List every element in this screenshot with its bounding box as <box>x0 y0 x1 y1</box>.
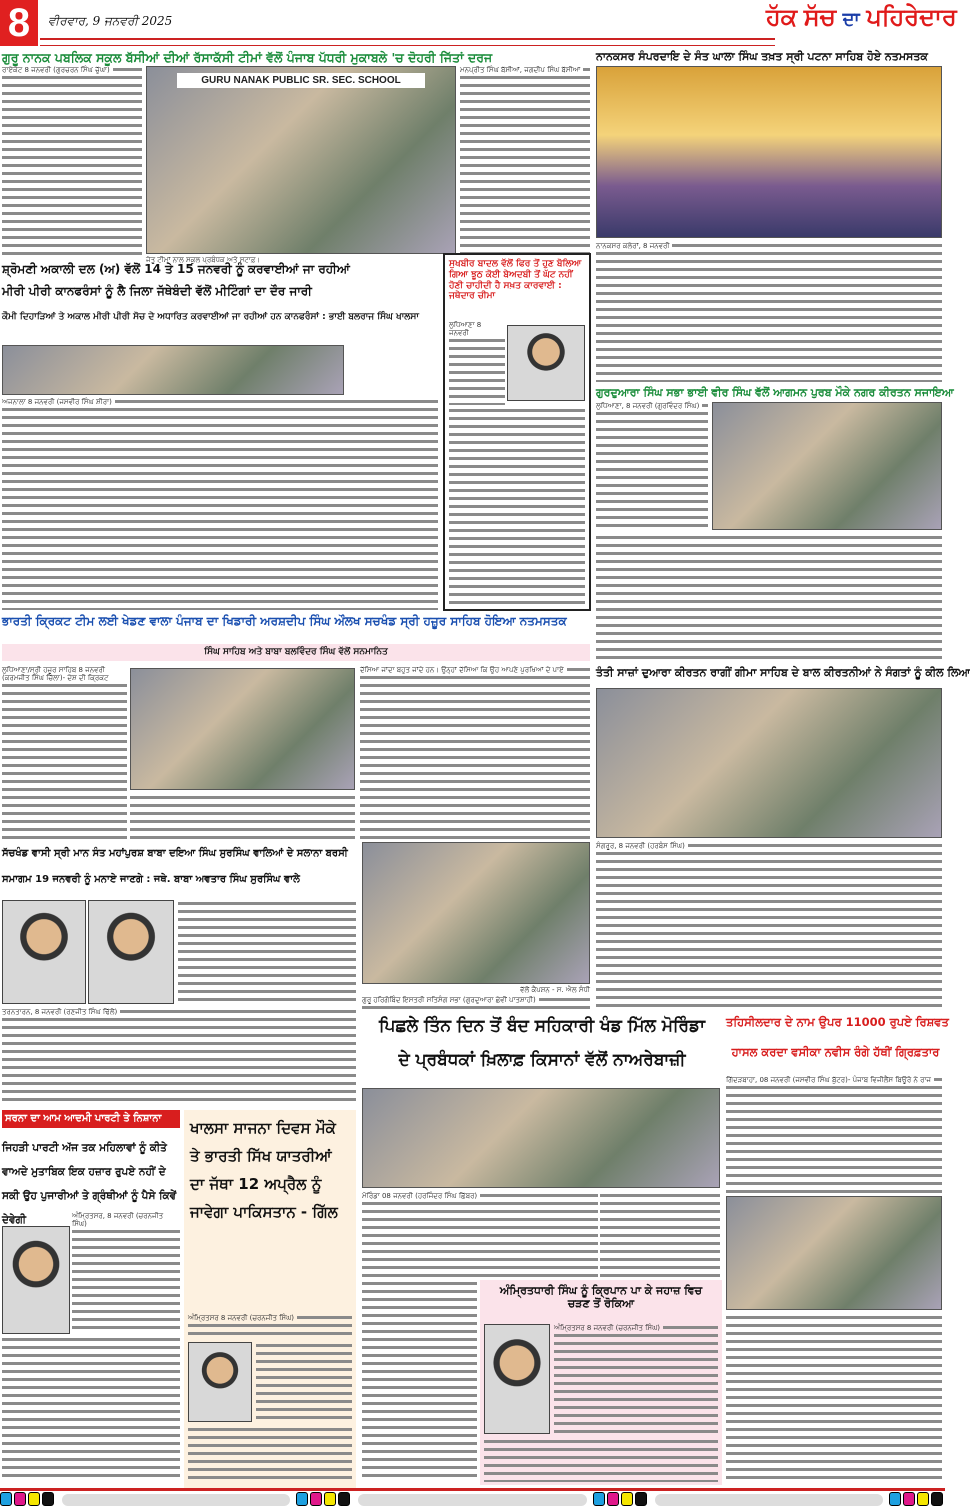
subhead-akali: ਕੌਮੀ ਦਿਹਾੜਿਆਂ ਤੇ ਅਕਾਲ ਮੀਰੀ ਪੀਰੀ ਸੋਚ ਦੇ ਅਧਾਰਿਤ ਕਰਵਾਈਆਂ ਜਾ ਰਹੀਆਂ ਹਨ ਕਾਨਫਰੰਸਾਂ : ਭਾਈ ਬਲਰਾਜ ਸਿੰਘ ਖਾਲਸਾ <box>2 312 419 322</box>
article-body <box>2 1008 356 1106</box>
article-lead: ਮਨਪ੍ਰੀਤ ਸਿੰਘ ਬੱਸੀਆਂ, ਜਗਦੀਪ ਸਿੰਘ ਬੱਸੀਆਂ <box>460 66 583 74</box>
jathedar-portrait <box>507 325 585 401</box>
headline-sukhbir: ਸੁਖਬੀਰ ਬਾਦਲ ਵੱਲੋਂ ਫਿਰ ਤੋਂ ਹੁਣ ਬੋਲਿਆ ਗਿਆ ਝੂਠ ਕੋਈ ਬੇਅਦਬੀ ਤੋਂ ਘੱਟ ਨਹੀਂ ਹੋਣੀ ਚਾਹੀਦੀ ਹੈ ਸਖ਼ਤ ਕਾਰਵਾਈ : ਜਥੇਦਾਰ ਚੀਮਾ <box>449 259 582 302</box>
article-lead: ਰਾਏਕੋਟ 8 ਜਨਵਰੀ (ਗੁਰਚਰਨ ਸਿੰਘ ਚੁੱਘਾ) <box>2 66 113 74</box>
kirpan-box <box>480 1280 722 1485</box>
article-body <box>72 1212 180 1334</box>
headline-sarna: ਜਿਹੜੀ ਪਾਰਟੀ ਅੱਜ ਤਕ ਮਹਿਲਾਵਾਂ ਨੂੰ ਕੀਤੇ ਵਾਅਦੇ ਮੁਤਾਬਿਕ ਇਕ ਹਜ਼ਾਰ ਰੁਪਏ ਨਹੀਂ ਦੇ ਸਕੀ ਉਹ ਪੁਜਾਰੀਆਂ ਤੇ ਗ੍ਰੰਥੀਆਂ ਨੂੰ ਪੈਸੇ ਕਿਵੇਂ ਦੇਵੇਗੀ <box>2 1142 177 1226</box>
article-body <box>596 402 708 532</box>
article-lead: ਅਜਨਾਲਾ 8 ਜਨਵਰੀ (ਜਸਵੀਰ ਸਿੰਘ ਸ਼ੀਰਾ) <box>2 398 115 406</box>
kirtan-photo <box>596 688 942 838</box>
gill-portrait <box>188 1342 252 1422</box>
headline-barsi-1: ਸੱਚਖੰਡ ਵਾਸੀ ਸ੍ਰੀ ਮਾਨ ਸੰਤ ਮਹਾਂਪੁਰਸ਼ ਬਾਬਾ ਦਇਆ ਸਿੰਘ ਸੁਰਸਿੰਘ ਵਾਲਿਆਂ ਦੇ ਸਲਾਨਾ ਬਰਸੀ <box>2 848 348 859</box>
school-team-photo <box>146 66 456 254</box>
article-body <box>449 407 585 605</box>
masthead-logo <box>766 4 957 44</box>
headline-akali-1: ਸ਼੍ਰੋਮਣੀ ਅਕਾਲੀ ਦਲ (ਅ) ਵੱਲੋਂ 14 ਤੇ 15 ਜਨਵਰੀ ਨੂੰ ਕਰਵਾਈਆਂ ਜਾ ਰਹੀਆਂ <box>2 262 350 276</box>
cheque-presentation-photo <box>362 842 590 984</box>
footer-rule <box>0 1488 945 1491</box>
nagar-kirtan-photo <box>712 402 942 530</box>
article-body <box>460 66 590 258</box>
article-lead: ਅੰਮ੍ਰਿਤਸਰ 8 ਜਨਵਰੀ (ਚਰਨਜੀਤ ਸਿੰਘ) <box>554 1324 663 1332</box>
photo-caption: ਜੇਤੂ ਟੀਮਾਂ ਨਾਲ ਸਕੂਲ ਪ੍ਰਬੰਧਕ ਅਤੇ ਸਟਾਫ਼। <box>146 256 261 264</box>
cmyk-marks <box>0 1491 56 1510</box>
cmyk-marks <box>593 1491 649 1510</box>
article-lead: ਅੰਮ੍ਰਿਤਸਰ 8 ਜਨਵਰੀ (ਚਰਨਜੀਤ ਸਿੰਘ) <box>188 1314 297 1322</box>
meeting-photo <box>2 345 344 395</box>
logo-right: ਪਹਿਰੇਦਾਰ <box>866 4 957 31</box>
article-lead: ਲੁਧਿਆਣਾ/ਸ੍ਰੀ ਹਜ਼ੂਰ ਸਾਹਿਬ 8 ਜਨਵਰੀ (ਕਰਮਜੀਤ ਸਿੰਘ ਚਿੱਲਾ)- ਦੇਸ਼ ਦੀ ਕ੍ਰਿਕਟ <box>2 666 127 682</box>
article-body <box>554 1324 718 1434</box>
article-lead: ਲੁਧਿਆਣਾ, 8 ਜਨਵਰੀ (ਗੁਰਵਿੰਦਰ ਸਿੰਘ) <box>596 402 702 410</box>
issue-date: ਵੀਰਵਾਰ, 9 ਜਨਵਰੀ 2025 <box>48 14 173 28</box>
article-lead: ਅੰਮ੍ਰਿਤਸਰ, 8 ਜਨਵਰੀ (ਚਰਨਜੀਤ ਸਿੰਘ) <box>72 1212 180 1228</box>
article-body <box>596 242 942 382</box>
article-lead: ਗੁਰੂ ਹਰਿਗੋਬਿੰਦ ਇਸਤਰੀ ਸਤਿਸੰਗ ਸਭਾ (ਗੁਰਦੁਆਰਾ ਛੇਵੀਂ ਪਾਤਸ਼ਾਹੀ) <box>362 996 539 1004</box>
headline-nanaksar: ਨਾਨਕਸਰ ਸੰਪਰਦਾਇ ਦੇ ਸੰਤ ਘਾਲਾ ਸਿੰਘ ਤਖ਼ਤ ਸ੍ਰੀ ਪਟਨਾ ਸਾਹਿਬ ਹੋਏ ਨਤਮਸਤਕ <box>596 50 928 63</box>
sarna-band: ਸਰਨਾ ਦਾ ਆਮ ਆਦਮੀ ਪਾਰਟੀ ਤੇ ਨਿਸ਼ਾਨਾ <box>2 1110 180 1128</box>
article-body <box>600 1192 720 1278</box>
logo-left: ਹੱਕ ਸੱਚ <box>766 4 836 31</box>
article-lead: ਸੰਗਰੂਰ, 8 ਜਨਵਰੀ (ਹਰਬੰਸ ਸਿੰਘ) <box>596 842 688 850</box>
logo-mid: ਦਾ <box>842 9 860 29</box>
photo-sign: GURU NANAK PUBLIC SR. SEC. SCHOOL <box>177 73 425 88</box>
article-lead: ਦੱਸਿਆ ਜਾਂਦਾ ਬਹੁਤ ਜਾਂਦੇ ਹਨ। ਉਨ੍ਹਾਂ ਦੱਸਿਆ ਕਿ ਉਹ ਆਪਣੇ ਪੁਰਖਿਆਂ ਦੇ ਪਾਏ <box>360 666 567 674</box>
nanaksar-photo <box>596 66 942 238</box>
article-body <box>2 1336 180 1482</box>
article-body <box>362 996 590 1010</box>
photo-caption: ਵੱਲੋਂ ਕੈਪਸ਼ਨ - ਸ. ਐਲ ਸੰਧੀ <box>520 986 590 994</box>
registration-bar <box>358 1494 586 1506</box>
article-lead: ਲੁਧਿਆਣਾ 8 ਜਨਵਰੀ <box>449 321 505 337</box>
vigilance-team-photo <box>726 1196 942 1310</box>
arshdeep-photo <box>130 668 355 790</box>
khalsa-box <box>184 1110 356 1488</box>
sikh-man-photo <box>484 1324 550 1434</box>
article-body <box>130 794 355 840</box>
article-body <box>362 1280 477 1480</box>
headline-gurdwara: ਗੁਰਦੁਆਰਾ ਸਿੰਘ ਸਭਾ ਭਾਈ ਵੀਰ ਸਿੰਘ ਵੱਲੋਂ ਆਗਮਨ ਪੁਰਬ ਮੌਕੇ ਨਗਰ ਕੀਰਤਨ ਸਜਾਇਆ <box>596 386 954 399</box>
subhead-cricket: ਸਿੰਘ ਸਾਹਿਬ ਅਤੇ ਬਾਬਾ ਬਲਵਿੰਦਰ ਸਿੰਘ ਵੱਲੋਂ ਸਨਮਾਨਿਤ <box>2 644 590 661</box>
article-body <box>2 666 127 841</box>
headline-khalsa: ਖਾਲਸਾ ਸਾਜਨਾ ਦਿਵਸ ਮੌਕੇ ਤੇ ਭਾਰਤੀ ਸਿੱਖ ਯਾਤਰੀਆਂ ਦਾ ਜੱਥਾ 12 ਅਪ੍ਰੈਲ ਨੂੰ ਜਾਵੇਗਾ ਪਾਕਿਸਤਾਨ - ਗਿੱਲ <box>190 1119 338 1221</box>
article-lead: ਨਾਨਕਸਰ ਕਲੇਰਾਂ, 8 ਜਨਵਰੀ <box>596 242 672 250</box>
article-body <box>596 842 942 1010</box>
article-body <box>449 321 505 405</box>
article-body <box>726 1314 942 1482</box>
article-lead: ਗਿੱਦੜਬਾਹਾ, 08 ਜਨਵਰੀ (ਜਸਵੀਰ ਸਿੰਘ ਬੁੱਟਰ)- ਪੰਜਾਬ ਵਿਜੀਲੈਂਸ ਬਿਊਰੋ ਨੇ ਰਾਜ <box>726 1076 934 1084</box>
headline-akali-2: ਮੀਰੀ ਪੀਰੀ ਕਾਨਫਰੰਸਾਂ ਨੂੰ ਲੈ ਜਿਲਾ ਜੱਥੇਬੰਦੀ ਵੱਲੋਂ ਮੀਟਿੰਗਾਂ ਦਾ ਦੌਰ ਜਾਰੀ <box>2 284 312 298</box>
article-body <box>256 1342 352 1422</box>
farmers-protest-photo <box>362 1088 720 1188</box>
registration-bar <box>655 1494 883 1506</box>
sarna-portrait <box>2 1226 70 1334</box>
headline-bribe-1: ਤਹਿਸੀਲਦਾਰ ਦੇ ਨਾਮ ਉਪਰ 11000 ਰੁਪਏ ਰਿਸ਼ਵਤ <box>726 1015 949 1029</box>
headline-kirpan: ਅੰਮ੍ਰਿਤਧਾਰੀ ਸਿੰਘ ਨੂੰ ਕ੍ਰਿਪਾਨ ਪਾ ਕੇ ਜਹਾਜ਼ ਵਿਚ ਚੜਣ ਤੋਂ ਰੋਕਿਆ <box>499 1284 703 1311</box>
headline-sugarmill-1: ਪਿਛਲੇ ਤਿੰਨ ਦਿਨ ਤੋਂ ਬੰਦ ਸਹਿਕਾਰੀ ਖੰਡ ਮਿੱਲ ਮੋਰਿੰਡਾ <box>379 1016 705 1036</box>
registration-bar <box>62 1494 290 1506</box>
headline-kirtan: ਤੰਤੀ ਸਾਜ਼ਾਂ ਦੁਆਰਾ ਕੀਰਤਨ ਰਾਗੀਂ ਗੀਮਾ ਸਾਹਿਬ ਦੇ ਬਾਲ ਕੀਰਤਨੀਆਂ ਨੇ ਸੰਗਤਾਂ ਨੂੰ ਕੀਲ ਲਿਆ <box>596 666 970 679</box>
article-body <box>362 1192 598 1278</box>
page-number: 8 <box>0 0 38 46</box>
headline-bribe-2: ਹਾਸਲ ਕਰਦਾ ਵਸੀਕਾ ਨਵੀਸ ਰੰਗੇ ਹੱਥੀਂ ਗ੍ਰਿਫ਼ਤਾਰ <box>731 1045 940 1059</box>
article-body <box>178 900 356 1006</box>
article-lead: ਤਰਨਤਾਰਨ, 8 ਜਨਵਰੀ (ਰਣਜੀਤ ਸਿੰਘ ਢਿੱਲੋਂ) <box>2 1008 120 1016</box>
sukhbir-box <box>443 253 591 611</box>
article-body <box>188 1426 352 1484</box>
article-body <box>2 66 142 258</box>
article-body <box>726 1076 942 1194</box>
article-body <box>360 666 590 840</box>
cmyk-marks <box>889 1491 945 1510</box>
headline-cricket: ਭਾਰਤੀ ਕ੍ਰਿਕਟ ਟੀਮ ਲਈ ਖੇਡਣ ਵਾਲਾ ਪੰਜਾਬ ਦਾ ਖਿਡਾਰੀ ਅਰਸ਼ਦੀਪ ਸਿੰਘ ਔਲਖ ਸਚਖੰਡ ਸ੍ਰੀ ਹਜ਼ੂਰ ਸਾਹਿਬ ਹੋਇਆ ਨਤਮਸਤਕ <box>2 614 567 628</box>
headline-barsi-2: ਸਮਾਗਮ 19 ਜਨਵਰੀ ਨੂੰ ਮਨਾਏ ਜਾਣਗੇ : ਜਥੇ. ਬਾਬਾ ਅਵਤਾਰ ਸਿੰਘ ਸੁਰਸਿੰਘ ਵਾਲੇ <box>2 874 300 885</box>
headline-sugarmill-2: ਦੇ ਪ੍ਰਬੰਧਕਾਂ ਖ਼ਿਲਾਫ਼ ਕਿਸਾਨਾਂ ਵੱਲੋਂ ਨਾਅਰੇਬਾਜ਼ੀ <box>398 1050 686 1070</box>
print-registration-marks <box>0 1493 945 1507</box>
headline-school: ਗੁਰੂ ਨਾਨਕ ਪਬਲਿਕ ਸਕੂਲ ਬੱਸੀਆਂ ਦੀਆਂ ਰੱਸਾਕੱਸੀ ਟੀਮਾਂ ਵੱਲੋਂ ਪੰਜਾਬ ਪੱਧਰੀ ਮੁਕਾਬਲੇ 'ਚ ਦੋਹਰੀ ਜਿੱਤਾਂ ਦਰਜ <box>2 50 493 65</box>
article-body <box>596 534 942 662</box>
baba-portrait <box>2 900 86 1004</box>
article-body <box>484 1438 718 1482</box>
article-body <box>2 398 438 610</box>
cmyk-marks <box>296 1491 352 1510</box>
article-body <box>188 1314 352 1338</box>
header-rule <box>40 38 775 46</box>
article-lead: ਮੋਰਿੰਡਾ 08 ਜਨਵਰੀ (ਹਰਜਿੰਦਰ ਸਿੰਘ ਛਿੱਬਰ) <box>362 1192 480 1200</box>
jathedar-portrait <box>88 900 174 1004</box>
